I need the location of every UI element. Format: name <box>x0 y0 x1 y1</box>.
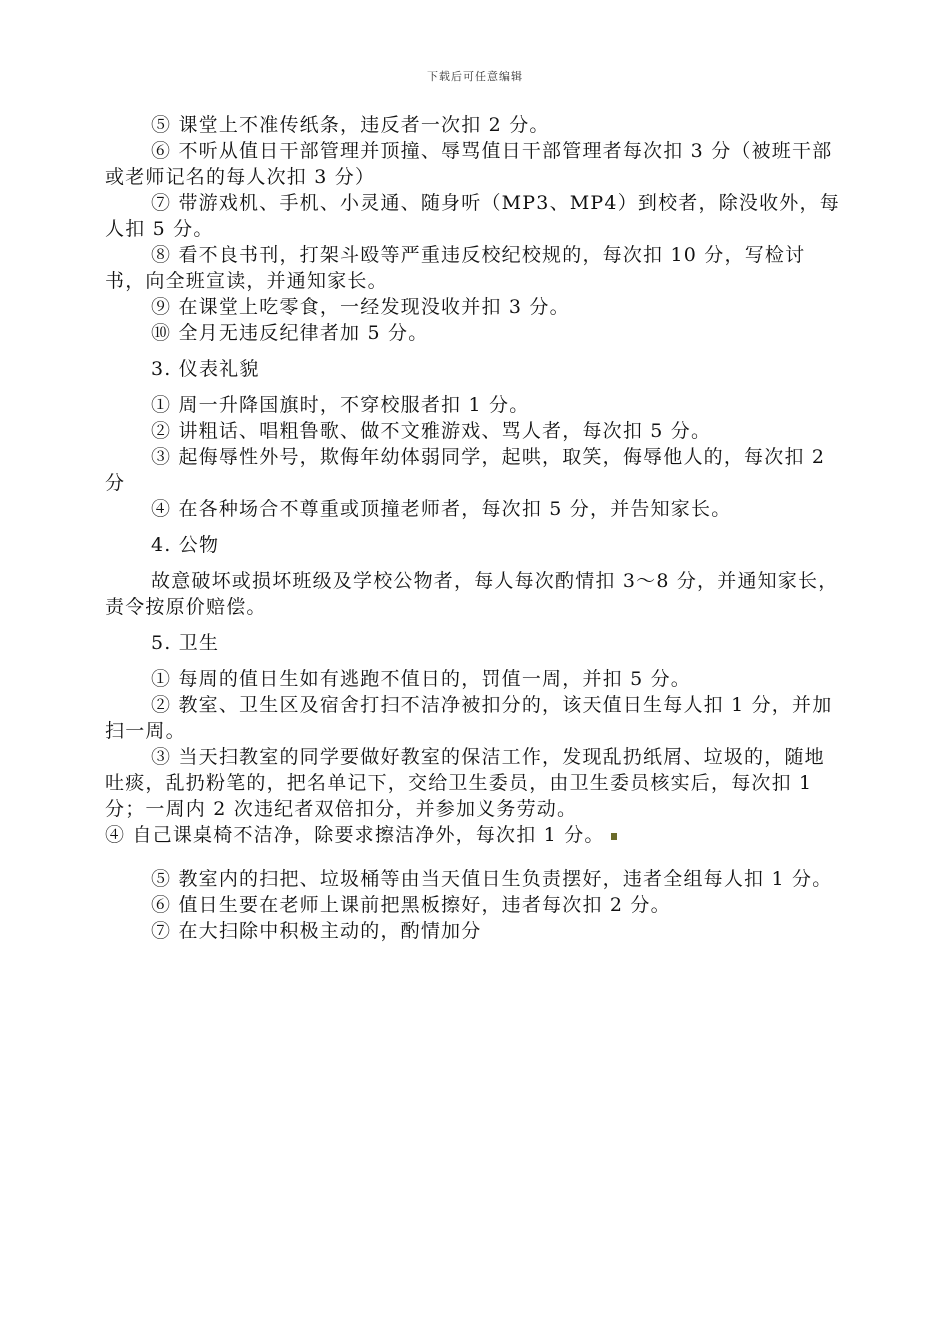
section-heading-hygiene: 5. 卫生 <box>151 632 220 654</box>
section-heading-property: 4. 公物 <box>151 534 220 556</box>
rule-paragraph: ① 每周的值日生如有逃跑不值日的，罚值一周，并扣 5 分。 <box>151 668 692 690</box>
rule-paragraph: ⑥ 值日生要在老师上课前把黑板擦好，违者每次扣 2 分。 <box>151 894 671 916</box>
rule-paragraph: ② 讲粗话、唱粗鲁歌、做不文雅游戏、骂人者，每次扣 5 分。 <box>151 420 712 442</box>
rule-paragraph: ⑤ 课堂上不准传纸条，违反者一次扣 2 分。 <box>151 114 550 136</box>
rule-paragraph: 故意破坏或损坏班级及学校公物者，每人每次酌情扣 3～8 分，并通知家长，责令按原价赔偿。 <box>105 570 839 618</box>
rule-paragraph: ⑩ 全月无违反纪律者加 5 分。 <box>151 322 429 344</box>
rule-paragraph: ⑥ 不听从值日干部管理并顶撞、辱骂值日干部管理者每次扣 3 分（被班干部或老师记名的每人次扣 3 分） <box>105 140 833 188</box>
rule-paragraph: ② 教室、卫生区及宿舍打扫不洁净被扣分的，该天值日生每人扣 1 分，并加扫一周。 <box>105 694 833 742</box>
rule-paragraph: ④ 在各种场合不尊重或顶撞老师者，每次扣 5 分，并告知家长。 <box>151 498 732 520</box>
rule-paragraph: ⑦ 带游戏机、手机、小灵通、随身听（MP3、MP4）到校者，除没收外，每人扣 5 分。 <box>105 192 840 240</box>
rule-paragraph: ⑨ 在课堂上吃零食，一经发现没收并扣 3 分。 <box>151 296 570 318</box>
document-body <box>105 112 845 944</box>
rule-paragraph: ① 周一升降国旗时，不穿校服者扣 1 分。 <box>151 394 530 416</box>
rule-paragraph: ⑧ 看不良书刊，打架斗殴等严重违反校纪校规的，每次扣 10 分，写检讨书，向全班宣读，并通知家长。 <box>105 244 806 292</box>
rule-paragraph: ⑤ 教室内的扫把、垃圾桶等由当天值日生负责摆好，违者全组每人扣 1 分。 <box>151 868 833 890</box>
rule-paragraph-with-marker <box>105 822 845 848</box>
paragraph-mark-icon <box>611 833 617 840</box>
rule-paragraph: ⑦ 在大扫除中积极主动的，酌情加分 <box>151 920 482 942</box>
rule-paragraph: ③ 起侮辱性外号，欺侮年幼体弱同学，起哄，取笑，侮辱他人的，每次扣 2 分 <box>105 446 826 494</box>
rule-text: ④ 自己课桌椅不洁净，除要求擦洁净外，每次扣 1 分。 <box>105 824 605 846</box>
section-heading-appearance: 3. 仪表礼貌 <box>151 358 260 380</box>
blank-line <box>105 848 845 866</box>
page-header: 下载后可任意编辑 <box>427 70 523 83</box>
rule-paragraph: ③ 当天扫教室的同学要做好教室的保洁工作，发现乱扔纸屑、垃圾的，随地吐痰，乱扔粉笔的，把名单记下，交给卫生委员，由卫生委员核实后，每次扣 1 分；一周内 2 次违纪者双倍扣分，并参加义务劳动。 <box>105 746 825 820</box>
